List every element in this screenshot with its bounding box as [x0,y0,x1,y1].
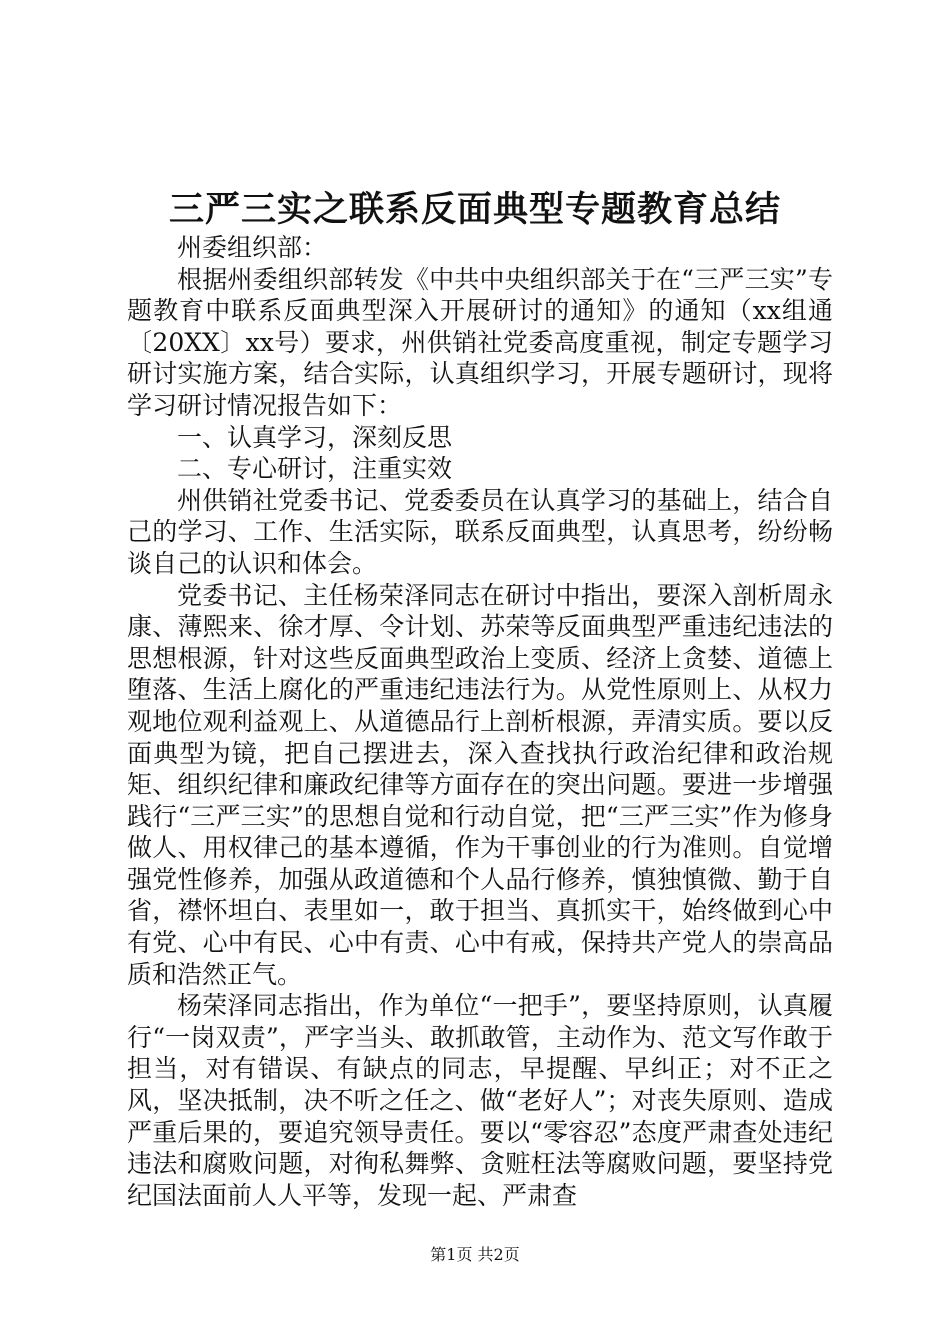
section-heading-2: 二、专心研讨，注重实效 [177,454,453,484]
paragraph-body-2: 党委书记、主任杨荣泽同志在研讨中指出，要深入剖析周永康、薄熙来、徐才厚、令计划、苏荣等反面典型严重违纪违法的思想根源，针对这些反面典型政治上变质、经济上贪婪、道德上堕落、生活上腐化的严重违纪违法行为。从党性原则上、从权力观地位观利益观上、从道德品行上剖析根源，弄清实质。要以反面典型为镜，把自己摆进去，深入查找执行政治纪律和政治规矩、组织纪律和廉政纪律等方面存在的突出问题。要进一步增强践行“三严三实”的思想自觉和行动自觉，把“三严三实”作为修身做人、用权律己的基本遵循，作为干事创业的行为准则。自觉增强党性修养，加强从政道德和个人品行修养，慎独慎微、勤于自省，襟怀坦白、表里如一，敢于担当、真抓实干，始终做到心中有党、心中有民、心中有责、心中有戒，保持共产党人的崇高品质和浩然正气。 [127,580,833,989]
paragraph-intro: 根据州委组织部转发《中共中央组织部关于在“三严三实”专题教育中联系反面典型深入开展研讨的通知》的通知（xx组通〔20XX〕xx号）要求，州供销社党委高度重视，制定专题学习研讨实施方案，结合实际，认真组织学习，开展专题研讨，现将学习研讨情况报告如下： [127,264,833,420]
paragraph-body-1: 州供销社党委书记、党委委员在认真学习的基础上，结合自己的学习、工作、生活实际，联系反面典型，认真思考，纷纷畅谈自己的认识和体会。 [127,485,833,578]
page-footer: 第1页 共2页 [430,1245,520,1264]
document-body [127,232,833,1211]
salutation: 州委组织部： [177,233,328,262]
document-title: 三严三实之联系反面典型专题教育总结 [168,189,781,230]
paragraph-body-3: 杨荣泽同志指出，作为单位“一把手”，要坚持原则，认真履行“一岗双责”，严字当头、敢抓敢管，主动作为、范文写作敢于担当，对有错误、有缺点的同志，早提醒、早纠正；对不正之风，坚决抵制，决不听之任之、做“老好人”；对丧失原则、造成严重后果的，要追究领导责任。要以“零容忍”态度严肃查处违纪违法和腐败问题，对徇私舞弊、贪赃枉法等腐败问题，要坚持党纪国法面前人人平等，发现一起、严肃查 [127,991,833,1210]
section-heading-1: 一、认真学习，深刻反思 [177,422,453,452]
